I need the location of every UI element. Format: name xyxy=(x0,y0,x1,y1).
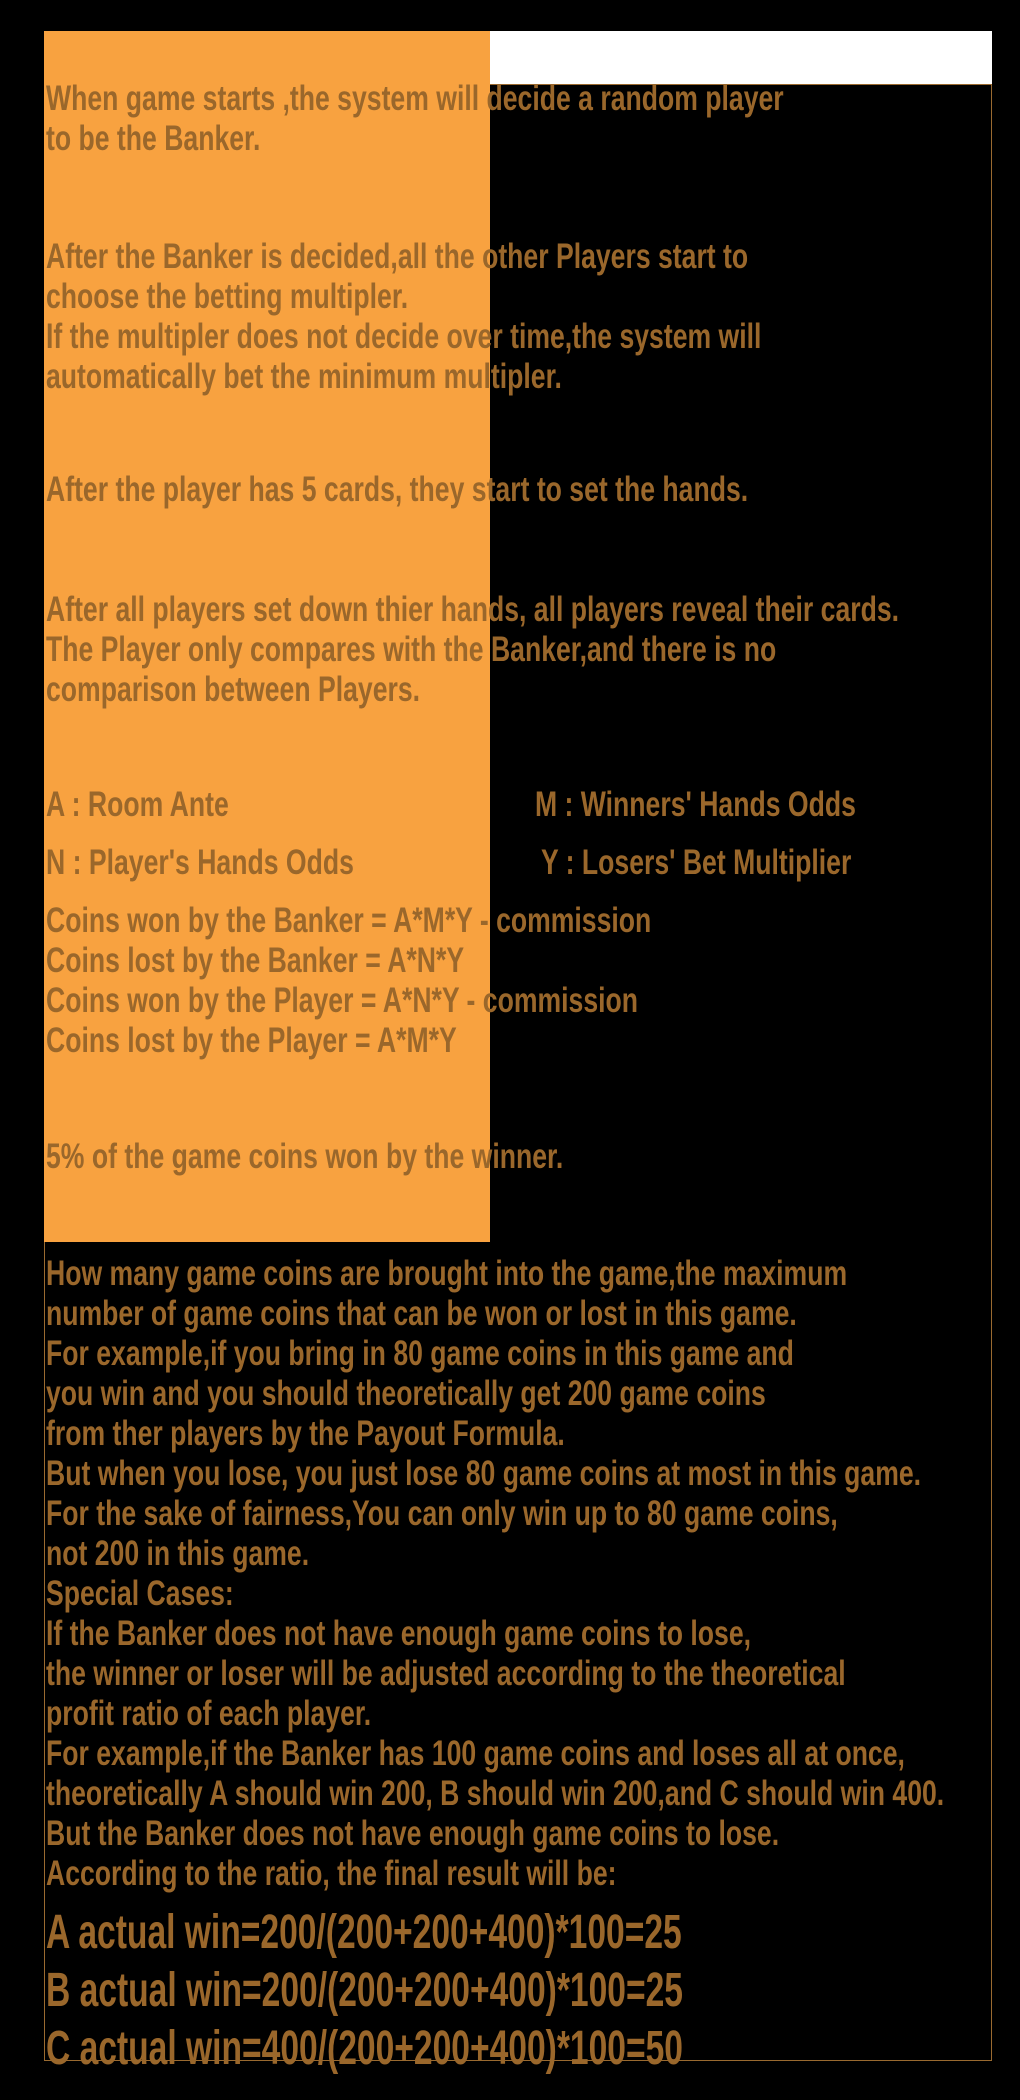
section-actual-win-results xyxy=(46,1904,683,2078)
rule-line: you win and you should theoretically get 200 game coins xyxy=(46,1374,766,1413)
rule-line: If the Banker does not have enough game coins to lose, xyxy=(46,1614,752,1653)
rule-line: comparison between Players. xyxy=(46,670,421,709)
rule-line: But the Banker does not have enough game coins to lose. xyxy=(46,1814,780,1853)
section-commission xyxy=(46,1137,563,1177)
rule-line: The Player only compares with the Banker,and there is no xyxy=(46,630,777,669)
section-banker-start xyxy=(46,79,784,159)
formula-line: Coins won by the Banker = A*M*Y - commission xyxy=(46,901,652,940)
formula-line: Coins won by the Player = A*N*Y - commission xyxy=(46,981,639,1020)
formula-line: Coins lost by the Player = A*M*Y xyxy=(46,1021,457,1060)
definition-winners-odds: M : Winners' Hands Odds xyxy=(535,785,856,824)
rule-line: 5% of the game coins won by the winner. xyxy=(46,1137,564,1176)
rule-line: from ther players by the Payout Formula. xyxy=(46,1414,565,1453)
section-special-example xyxy=(46,1734,944,1894)
rule-line: If the multipler does not decide over time,the system will xyxy=(46,317,762,356)
definition-losers-multiplier: Y : Losers' Bet Multiplier xyxy=(541,843,852,882)
rule-line: According to the ratio, the final result will be: xyxy=(46,1854,617,1893)
rule-line: For example,if the Banker has 100 game coins and loses all at once, xyxy=(46,1734,905,1773)
section-payout-formula xyxy=(46,901,651,1061)
section-set-hands xyxy=(46,470,748,510)
rule-line: Special Cases: xyxy=(46,1574,234,1613)
rule-line: For example,if you bring in 80 game coins in this game and xyxy=(46,1334,794,1373)
definition-room-ante: A : Room Ante xyxy=(46,785,229,824)
rule-line: automatically bet the minimum multipler. xyxy=(46,357,562,396)
rule-line: to be the Banker. xyxy=(46,119,261,158)
rule-line: After the player has 5 cards, they start to set the hands. xyxy=(46,470,749,509)
formula-line: Coins lost by the Banker = A*N*Y xyxy=(46,941,465,980)
rule-line: But when you lose, you just lose 80 game coins at most in this game. xyxy=(46,1454,922,1493)
rule-line: theoretically A should win 200, B should win 200,and C should win 400. xyxy=(46,1774,945,1813)
rule-line: choose the betting multipler. xyxy=(46,277,409,316)
section-win-loss-limit xyxy=(46,1254,921,1734)
rule-line: When game starts ,the system will decide a random player xyxy=(46,79,784,118)
section-compare xyxy=(46,590,899,710)
rule-line: After the Banker is decided,all the other Players start to xyxy=(46,237,749,276)
rule-line: the winner or loser will be adjusted according to the theoretical xyxy=(46,1654,846,1693)
definition-players-odds: N : Player's Hands Odds xyxy=(46,843,354,882)
result-line: C actual win=400/(200+200+400)*100=50 xyxy=(46,2022,683,2075)
rule-line: How many game coins are brought into the game,the maximum xyxy=(46,1254,848,1293)
rule-line: not 200 in this game. xyxy=(46,1534,310,1573)
rule-line: profit ratio of each player. xyxy=(46,1694,372,1733)
rule-line: For the sake of fairness,You can only win up to 80 game coins, xyxy=(46,1494,838,1533)
rule-line: number of game coins that can be won or lost in this game. xyxy=(46,1294,797,1333)
section-betting xyxy=(46,237,761,397)
result-line: B actual win=200/(200+200+400)*100=25 xyxy=(46,1964,683,2017)
result-line: A actual win=200/(200+200+400)*100=25 xyxy=(46,1906,682,1959)
rule-line: After all players set down thier hands, all players reveal their cards. xyxy=(46,590,900,629)
